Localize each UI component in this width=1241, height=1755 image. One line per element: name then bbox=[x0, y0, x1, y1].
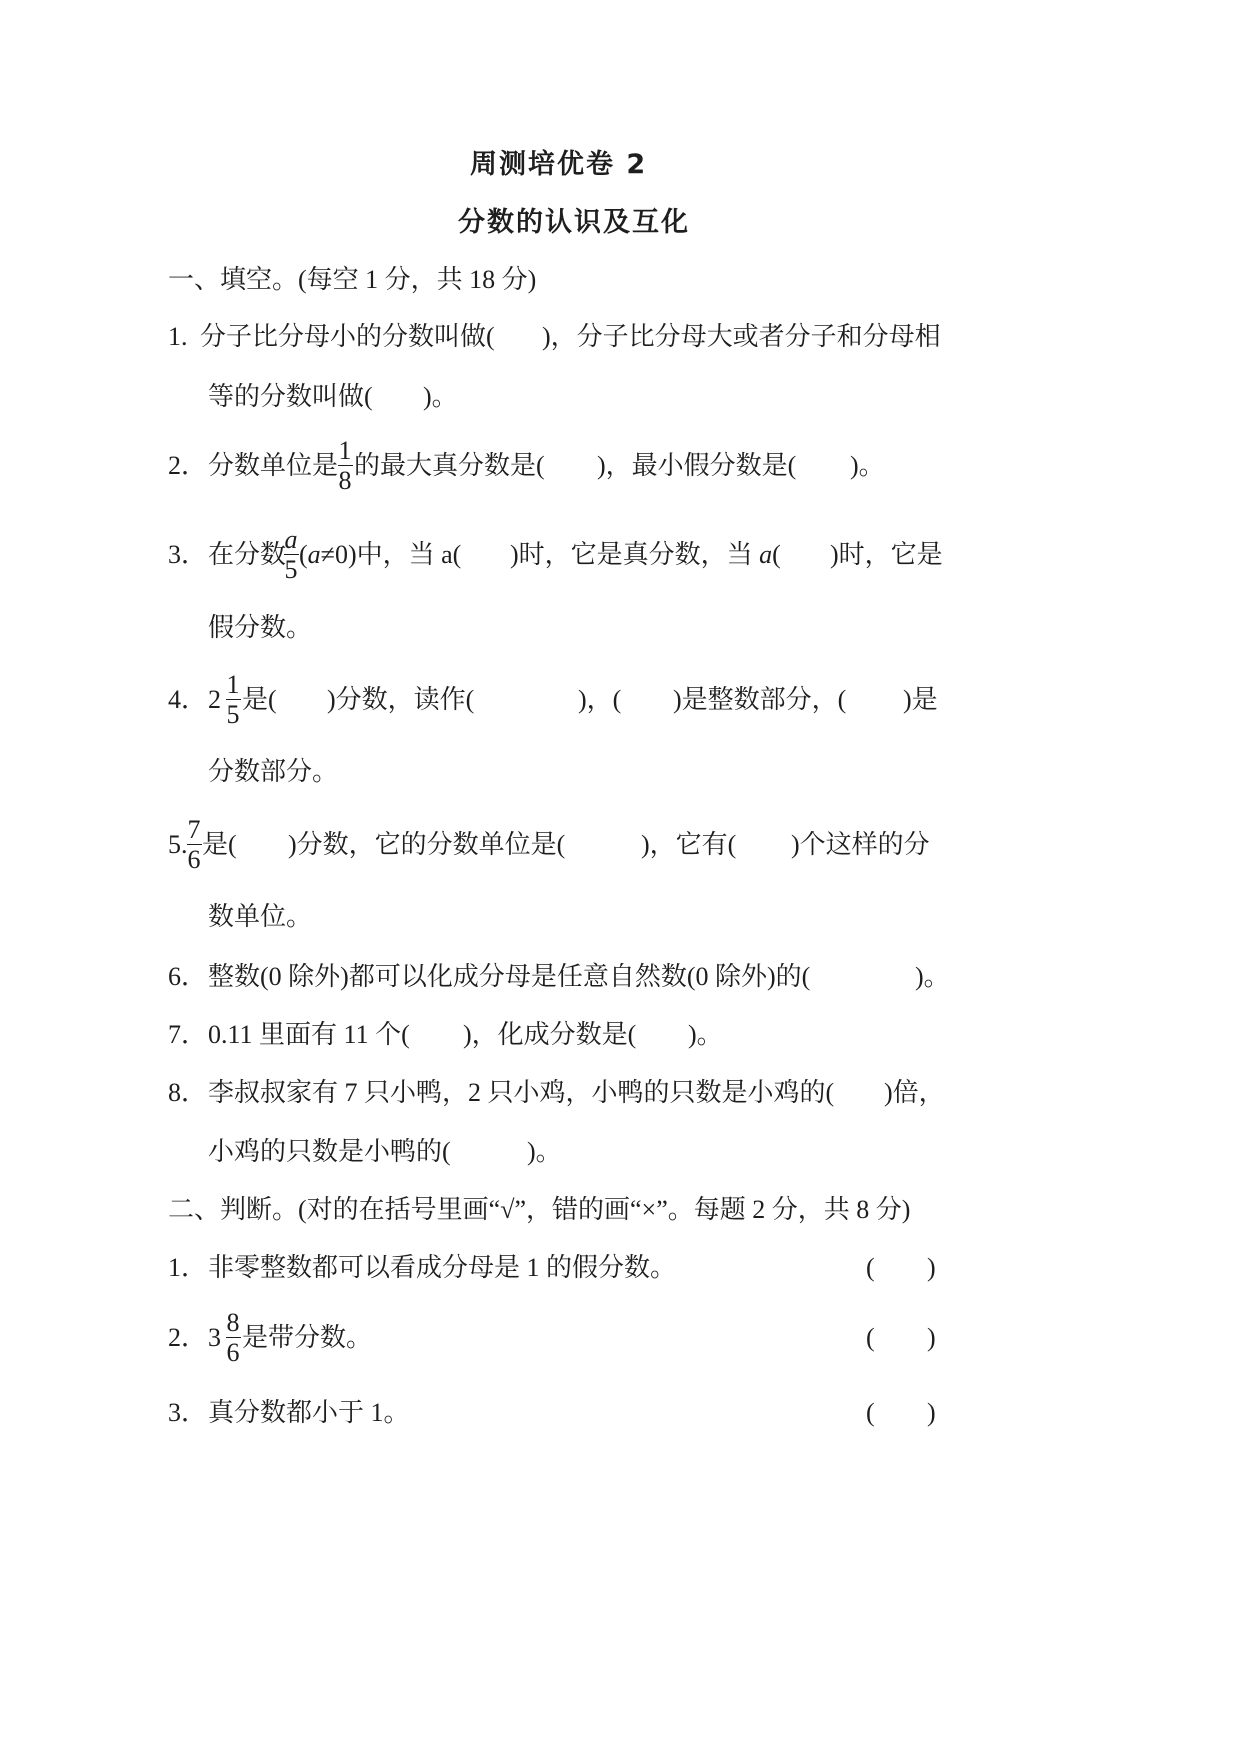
fill-q5-fraction bbox=[186, 816, 202, 875]
worksheet-title: 周测培优卷 2 bbox=[470, 149, 648, 180]
judge-3-number: 3． bbox=[168, 1398, 208, 1427]
fill-q3-text: ≠0)中，当 a( bbox=[320, 540, 462, 569]
fill-q4-fraction bbox=[225, 671, 241, 730]
fraction-numerator: 1 bbox=[226, 670, 240, 699]
fill-q3-condition bbox=[299, 540, 461, 570]
fill-q5-text: )个这样的分 bbox=[791, 830, 930, 859]
fill-q5-text: )分数，它的分数单位是( bbox=[288, 830, 566, 859]
fill-in-section-heading: 一、填空。(每空 1 分，共 18 分) bbox=[168, 265, 537, 294]
fill-q3-clause bbox=[510, 540, 781, 570]
fill-q5-number: 5. bbox=[168, 830, 188, 859]
fill-q4-text: )是 bbox=[903, 685, 938, 714]
fill-q4-text: )是整数部分，( bbox=[673, 685, 847, 714]
fill-q2-number: 2． bbox=[168, 451, 208, 480]
fill-q3-fraction bbox=[283, 526, 299, 585]
judge-1-answer-paren-close: ) bbox=[927, 1253, 936, 1282]
fill-q3-text: 假分数。 bbox=[208, 613, 313, 642]
judge-2-answer-paren-close: ) bbox=[927, 1323, 936, 1352]
fill-q1-text: 等的分数叫做( bbox=[208, 382, 373, 411]
judge-1-number: 1． bbox=[168, 1253, 208, 1282]
fill-q4-number: 4． bbox=[168, 685, 208, 714]
worksheet-subtitle: 分数的认识及互化 bbox=[458, 207, 690, 238]
fill-q3-text: ( bbox=[772, 540, 781, 569]
fill-q4-text: )分数，读作( bbox=[327, 685, 475, 714]
fraction-denominator: 6 bbox=[187, 845, 201, 874]
judge-2-answer-paren-open: ( bbox=[866, 1323, 875, 1352]
fill-q7-text: )。 bbox=[688, 1020, 723, 1049]
fill-q7-text: 0.11 里面有 11 个( bbox=[208, 1020, 410, 1049]
judge-1-text: 非零整数都可以看成分母是 1 的假分数。 bbox=[208, 1253, 677, 1282]
fraction-numerator: 8 bbox=[226, 1308, 240, 1337]
fill-q3-number: 3． bbox=[168, 540, 208, 569]
fraction-denominator: 6 bbox=[226, 1338, 240, 1367]
fill-q1-number: 1. bbox=[168, 322, 188, 351]
fill-q3-text: )时，它是真分数，当 bbox=[510, 540, 760, 569]
fill-q5-text: 是( bbox=[202, 830, 237, 859]
fill-q3-variable: a bbox=[307, 540, 321, 569]
fill-q6-number: 6． bbox=[168, 962, 208, 991]
fraction-numerator: a bbox=[284, 525, 298, 554]
judge-2-fraction bbox=[225, 1309, 241, 1368]
fraction-denominator: 8 bbox=[338, 466, 352, 495]
fraction-numerator: 1 bbox=[338, 436, 352, 465]
fill-q2-text: )。 bbox=[850, 451, 885, 480]
judge-1-answer-paren-open: ( bbox=[866, 1253, 875, 1282]
fraction-denominator: 5 bbox=[226, 700, 240, 729]
fill-q3-text: ( bbox=[299, 540, 308, 569]
fill-q8-text: )。 bbox=[527, 1137, 562, 1166]
judge-2-number: 2． bbox=[168, 1323, 208, 1352]
fill-q1-text: )。 bbox=[423, 382, 458, 411]
fill-q6-text: 整数(0 除外)都可以化成分母是任意自然数(0 除外)的( bbox=[208, 962, 811, 991]
judge-3-text: 真分数都小于 1。 bbox=[208, 1398, 410, 1427]
judge-section-heading: 二、判断。(对的在括号里画“√”，错的画“×”。每题 2 分，共 8 分) bbox=[168, 1195, 911, 1224]
fill-q4-text: )，( bbox=[578, 685, 622, 714]
fill-q7-number: 7． bbox=[168, 1020, 208, 1049]
fill-q2-text: 的最大真分数是( bbox=[354, 451, 545, 480]
fill-q3-text: 在分数 bbox=[208, 540, 287, 569]
fill-q5-text: 数单位。 bbox=[208, 902, 313, 931]
judge-2-text: 是带分数。 bbox=[242, 1323, 373, 1352]
fill-q4-text: 分数部分。 bbox=[208, 757, 339, 786]
fill-q8-number: 8． bbox=[168, 1078, 208, 1107]
fill-q2-text: 分数单位是 bbox=[208, 451, 339, 480]
fill-q2-fraction bbox=[337, 437, 353, 496]
fill-q4-text: 是( bbox=[242, 685, 277, 714]
fill-q5-text: )，它有( bbox=[641, 830, 737, 859]
judge-3-answer-paren-close: ) bbox=[927, 1398, 936, 1427]
fill-q6-text: )。 bbox=[915, 962, 950, 991]
fill-q8-text: 李叔叔家有 7 只小鸭，2 只小鸡，小鸭的只数是小鸡的( bbox=[208, 1078, 835, 1107]
fill-q1-text: )，分子比分母大或者分子和分母相 bbox=[542, 322, 941, 351]
fill-q7-text: )，化成分数是( bbox=[463, 1020, 637, 1049]
fill-q1-text: 分子比分母小的分数叫做( bbox=[200, 322, 495, 351]
fill-q8-text: 小鸡的只数是小鸭的( bbox=[208, 1137, 451, 1166]
fill-q2-text: )，最小假分数是( bbox=[597, 451, 797, 480]
judge-2-whole-part: 3 bbox=[208, 1323, 221, 1352]
fill-q8-text: )倍， bbox=[884, 1078, 945, 1107]
fill-q3-text: )时，它是 bbox=[830, 540, 943, 569]
judge-3-answer-paren-open: ( bbox=[866, 1398, 875, 1427]
fill-q4-whole-part: 2 bbox=[208, 685, 221, 714]
fill-q3-variable: a bbox=[759, 540, 773, 569]
fraction-numerator: 7 bbox=[187, 815, 201, 844]
fraction-denominator: 5 bbox=[284, 555, 298, 584]
